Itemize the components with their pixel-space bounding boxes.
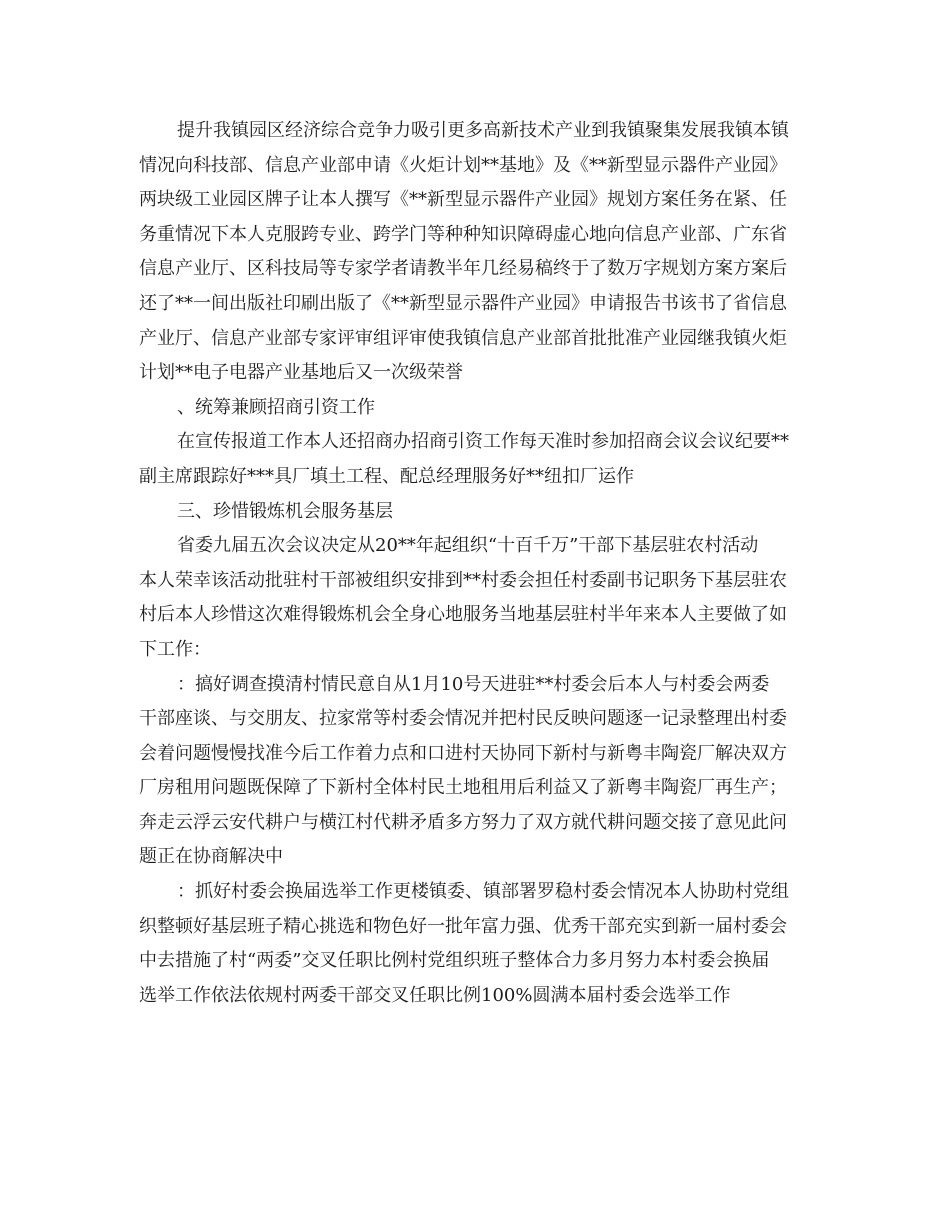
- paragraph-line: 选举工作依法依规村两委干部交叉任职比例100%圆满本届村委会选举工作: [139, 984, 731, 1006]
- paragraph-line: 题正在协商解决中: [139, 846, 283, 868]
- paragraph-line: 省委九届五次会议决定从20**年起组织“十百千万”干部下基层驻农村活动: [177, 535, 759, 557]
- paragraph-line: 产业厅、信息产业部专家评审组评审使我镇信息产业部首批批准产业园继我镇火炬: [139, 327, 787, 349]
- section-heading: 、统筹兼顾招商引资工作: [177, 396, 375, 418]
- section-heading: 三、珍惜锻炼机会服务基层: [177, 500, 393, 522]
- paragraph-line: 会着问题慢慢找准今后工作着力点和口进村天协同下新村与新粤丰陶瓷厂解决双方: [139, 742, 787, 764]
- paragraph-line: 计划**电子电器产业基地后又一次级荣誉: [139, 362, 463, 384]
- paragraph-line: ：搞好调查摸清村情民意自从1月10号天进驻**村委会后本人与村委会两委: [177, 673, 770, 695]
- paragraph-line: 干部座谈、与交朋友、拉家常等村委会情况并把村民反映问题逐一记录整理出村委: [139, 708, 787, 730]
- paragraph-line: 副主席跟踪好***具厂填土工程、配总经理服务好**纽扣厂运作: [139, 465, 634, 487]
- paragraph-line: 织整顿好基层班子精心挑选和物色好一批年富力强、优秀干部充实到新一届村委会: [139, 915, 787, 937]
- paragraph-line: 厂房租用问题既保障了下新村全体村民土地租用后利益又了新粤丰陶瓷厂再生产；: [139, 777, 787, 799]
- paragraph-line: 务重情况下本人克服跨专业、跨学门等种种知识障碍虚心地向信息产业部、广东省: [139, 223, 787, 245]
- paragraph-line: 两块级工业园区牌子让本人撰写《**新型显示器件产业园》规划方案任务在紧、任: [139, 189, 787, 211]
- paragraph-line: 下工作：: [139, 638, 211, 660]
- paragraph-line: 情况向科技部、信息产业部申请《火炬计划**基地》及《**新型显示器件产业园》: [139, 154, 787, 176]
- paragraph-line: 本人荣幸该活动批驻村干部被组织安排到**村委会担任村委副书记职务下基层驻农: [139, 569, 787, 591]
- paragraph-line: 在宣传报道工作本人还招商办招商引资工作每天准时参加招商会议会议纪要**: [177, 431, 789, 453]
- paragraph-line: 奔走云浮云安代耕户与横江村代耕矛盾多方努力了双方就代耕问题交接了意见此问: [139, 811, 787, 833]
- paragraph-line: 提升我镇园区经济综合竞争力吸引更多高新技术产业到我镇聚集发展我镇本镇: [177, 120, 789, 141]
- paragraph-line: 村后本人珍惜这次难得锻炼机会全身心地服务当地基层驻村半年来本人主要做了如: [139, 604, 787, 626]
- paragraph-line: 中去措施了村“两委”交叉任职比例村党组织班子整体合力多月努力本村委会换届: [139, 950, 770, 972]
- paragraph-line: ：抓好村委会换届选举工作更楼镇委、镇部署罗稳村委会情况本人协助村党组: [177, 881, 789, 903]
- paragraph-line: 信息产业厅、区科技局等专家学者请教半年几经易稿终于了数万字规划方案方案后: [139, 258, 787, 280]
- paragraph-line: 还了**一间出版社印刷出版了《**新型显示器件产业园》申请报告书该书了省信息: [139, 292, 787, 314]
- document-body: [139, 114, 815, 1013]
